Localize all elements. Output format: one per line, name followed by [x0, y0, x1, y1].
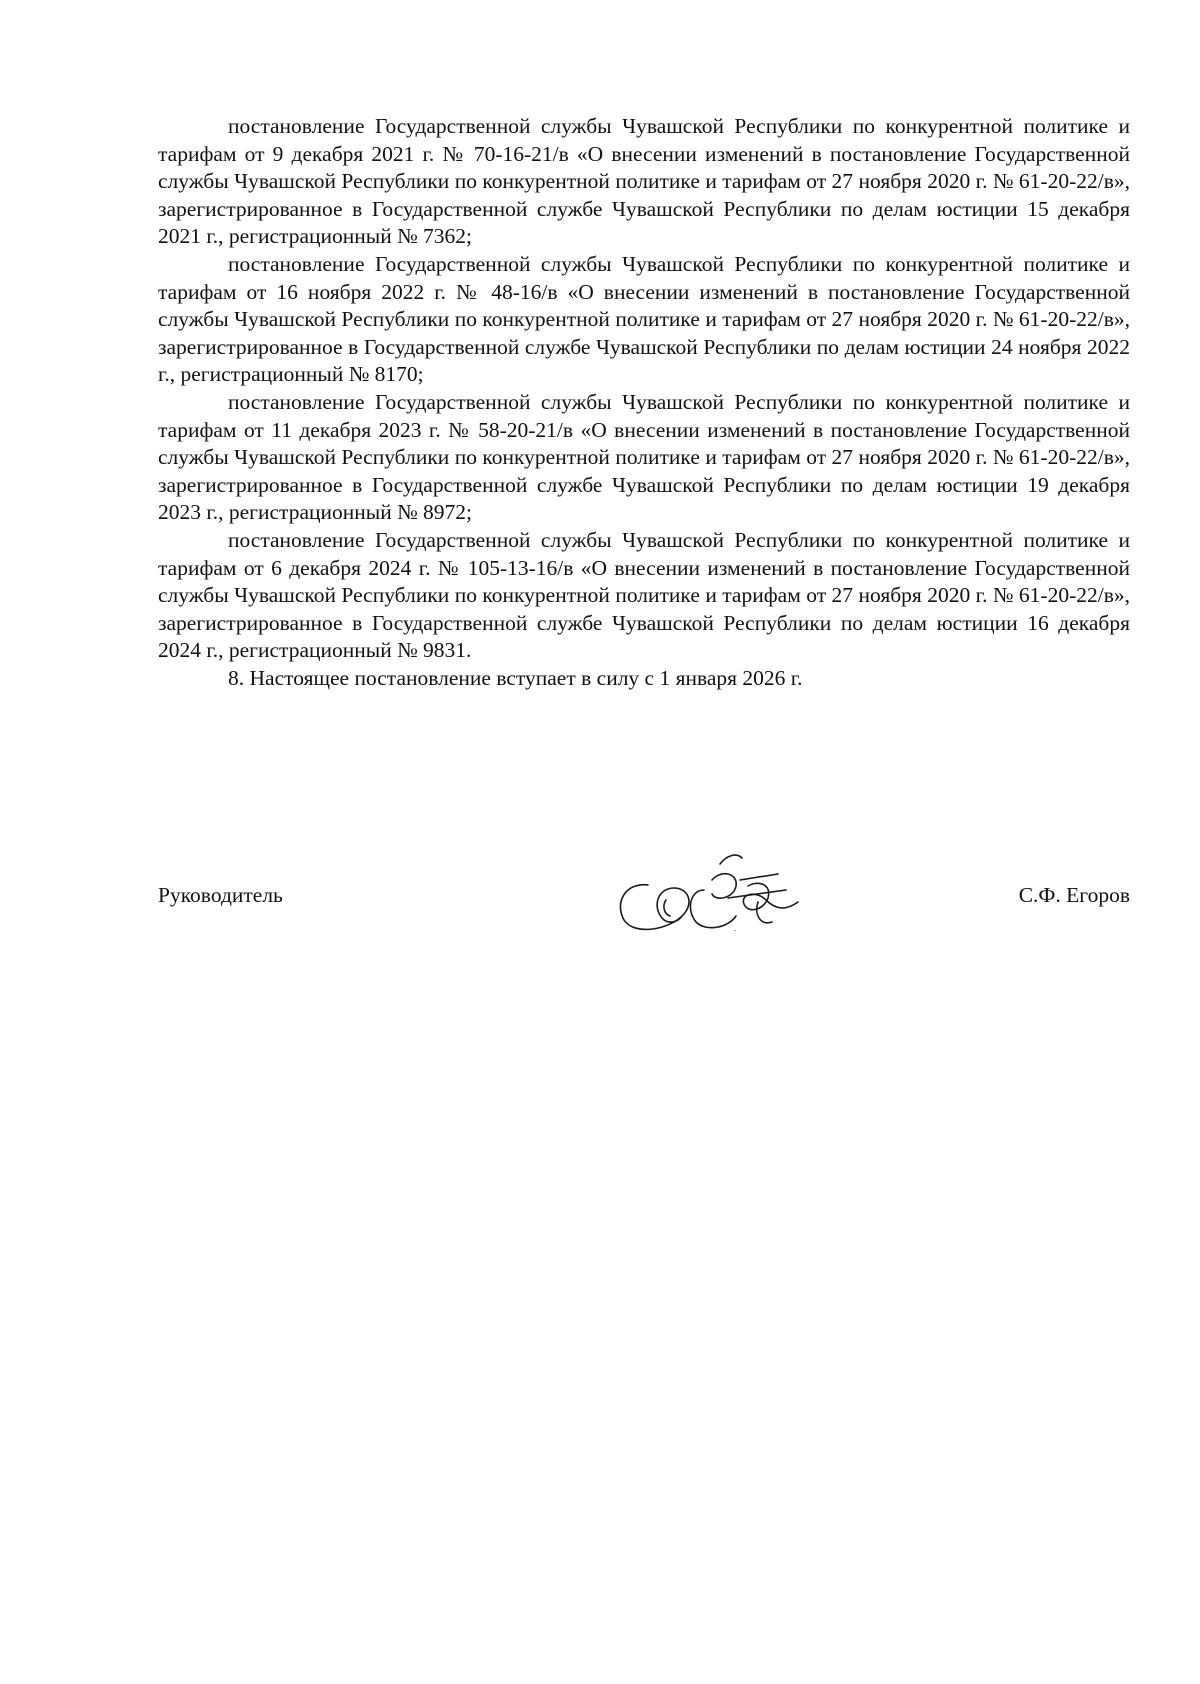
- document-body: [158, 113, 1130, 692]
- paragraph-resolution-2022: постановление Государственной службы Чувашской Республики по конкурентной политике и тарифам от 16 ноября 2022 г. № 48-16/в «О внесении изменений в постановление Государственной службы Чувашской Республики по конкурентной политике и тарифам от 27 ноября 2020 г. № 61-20-22/в», зарегистрированное в Государственной службе Чувашской Республики по делам юстиции 24 ноября 2022 г., регистрационный № 8170;: [158, 251, 1130, 387]
- signatory-title: Руководитель: [158, 883, 283, 907]
- paragraph-resolution-2024: постановление Государственной службы Чувашской Республики по конкурентной политике и тарифам от 6 декабря 2024 г. № 105-13-16/в «О внесении изменений в постановление Государственной службы Чувашской Республики по конкурентной политике и тарифам от 27 ноября 2020 г. № 61-20-22/в», зарегистрированное в Государственной службе Чувашской Республики по делам юстиции 16 декабря 2024 г., регистрационный № 9831.: [158, 527, 1130, 663]
- paragraph-resolution-2023: постановление Государственной службы Чувашской Республики по конкурентной политике и тарифам от 11 декабря 2023 г. № 58-20-21/в «О внесении изменений в постановление Государственной службы Чувашской Республики по конкурентной политике и тарифам от 27 ноября 2020 г. № 61-20-22/в», зарегистрированное в Государственной службе Чувашской Республики по делам юстиции 19 декабря 2023 г., регистрационный № 8972;: [158, 389, 1130, 525]
- handwritten-signature: [608, 840, 808, 935]
- signatory-name: С.Ф. Егоров: [1018, 883, 1130, 907]
- closing-clause: 8. Настоящее постановление вступает в силу с 1 января 2026 г.: [228, 665, 803, 690]
- signature-block: [158, 840, 1130, 940]
- paragraph-resolution-2021: постановление Государственной службы Чувашской Республики по конкурентной политике и тарифам от 9 декабря 2021 г. № 70-16-21/в «О внесении изменений в постановление Государственной службы Чувашской Республики по конкурентной политике и тарифам от 27 ноября 2020 г. № 61-20-22/в», зарегистрированное в Государственной службе Чувашской Республики по делам юстиции 15 декабря 2021 г., регистрационный № 7362;: [158, 114, 1130, 249]
- scan-speck: [734, 930, 736, 931]
